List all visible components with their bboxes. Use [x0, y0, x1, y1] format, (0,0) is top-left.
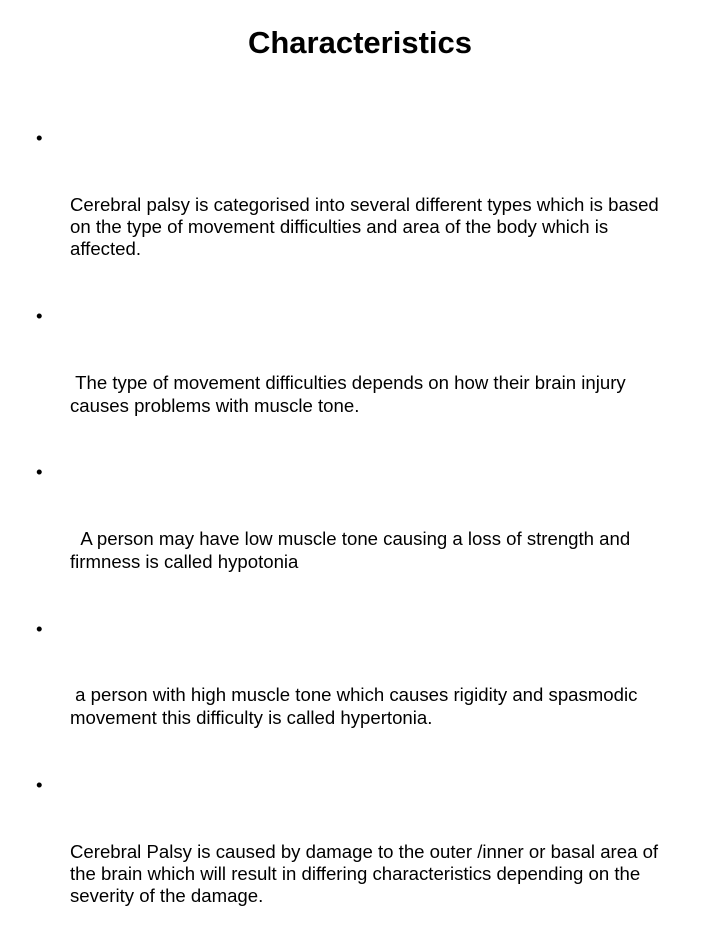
bullet-text: Cerebral palsy is categorised into several different types which is based on the type of movement difficulties and area of the body which is affected. — [70, 193, 664, 260]
bullet-text: Cerebral Palsy is caused by damage to the outer /inner or basal area of the brain which will result in differing characteristics depending on the severity of the damage. — [70, 840, 664, 907]
bullet-dot-icon: • — [36, 461, 43, 483]
bullet-item-1 — [36, 127, 676, 305]
bullet-text: The type of movement difficulties depends on how their brain injury causes problems with muscle tone. — [70, 372, 631, 416]
bullet-item-3 — [36, 461, 676, 617]
bullet-item-4 — [36, 618, 676, 774]
bullet-text: a person with high muscle tone which causes rigidity and spasmodic movement this difficulty is called hypertonia. — [70, 684, 643, 728]
bullet-dot-icon: • — [36, 127, 43, 148]
bullet-dot-icon: • — [36, 305, 43, 327]
slide-title: Characteristics — [247, 25, 472, 60]
bullet-list — [36, 127, 676, 952]
bullet-text: A person may have low muscle tone causing a loss of strength and firmness is called hypotonia — [70, 528, 636, 572]
bullet-dot-icon: • — [36, 773, 43, 795]
bullet-dot-icon: • — [36, 617, 43, 639]
bullet-item-2 — [36, 305, 676, 461]
bullet-item-5 — [36, 774, 676, 952]
